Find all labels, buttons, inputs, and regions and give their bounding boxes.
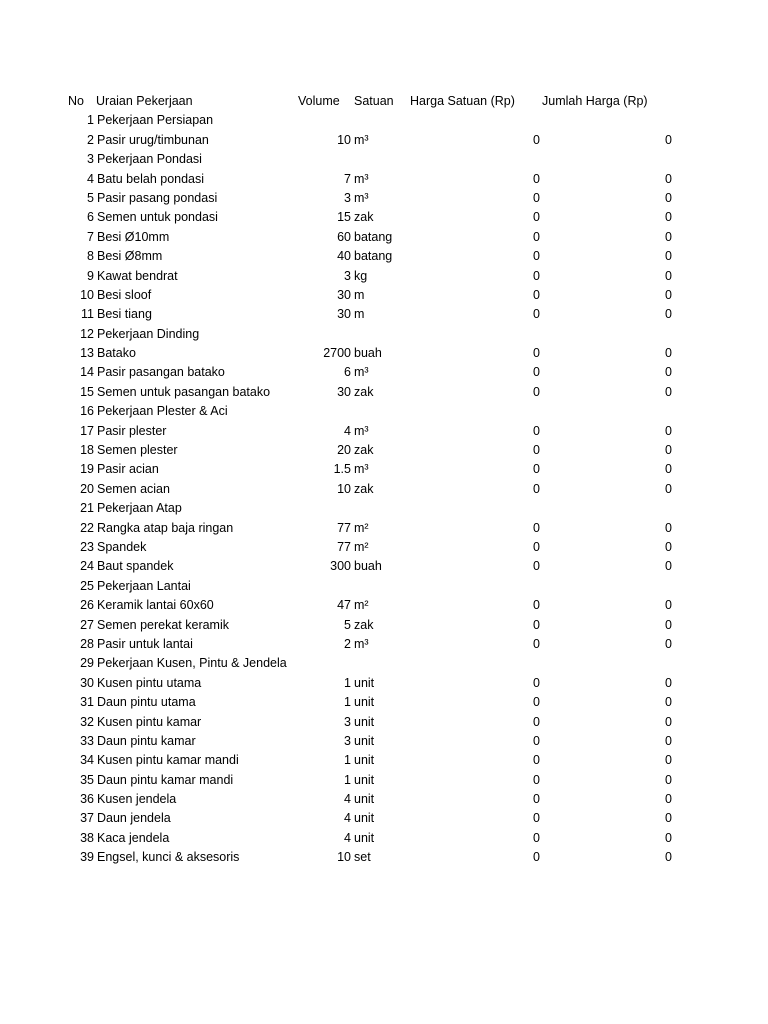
row-number: 32 [80,714,94,729]
row-satuan: m [354,307,365,322]
row-harga-satuan: 0 [533,268,540,283]
table-row [0,111,768,130]
table-row [0,499,768,518]
row-number: 29 [80,656,94,671]
header-jumlah-harga: Jumlah Harga (Rp) [542,94,648,108]
row-volume: 77 [337,539,351,554]
row-satuan: m³ [354,365,369,380]
row-satuan: unit [354,695,375,710]
row-uraian: Pekerjaan Dinding [97,326,200,341]
row-volume: 10 [337,481,351,496]
row-number: 8 [87,249,94,264]
table-row [0,480,768,499]
row-harga-satuan: 0 [533,229,540,244]
row-harga-satuan: 0 [533,617,540,632]
table-body [0,111,768,867]
table-row [0,616,768,635]
row-jumlah-harga: 0 [665,229,672,244]
row-number: 16 [80,404,94,419]
row-jumlah-harga: 0 [665,423,672,438]
row-satuan: buah [354,559,382,574]
row-volume: 40 [337,249,351,264]
table-row [0,402,768,421]
row-harga-satuan: 0 [533,850,540,865]
table-row [0,305,768,324]
row-jumlah-harga: 0 [665,636,672,651]
table-row [0,208,768,227]
row-satuan: unit [354,830,375,845]
header-volume: Volume [298,94,340,108]
row-satuan: unit [354,792,375,807]
row-uraian: Pasir urug/timbunan [97,132,209,147]
row-uraian: Batu belah pondasi [97,171,205,186]
row-number: 28 [80,636,94,651]
row-volume: 3 [344,733,351,748]
row-number: 37 [80,811,94,826]
row-uraian: Pekerjaan Kusen, Pintu & Jendela [97,656,287,671]
row-number: 17 [80,423,94,438]
header-satuan: Satuan [354,94,394,108]
table-row [0,131,768,150]
row-number: 35 [80,772,94,787]
row-volume: 30 [337,384,351,399]
table-row [0,829,768,848]
row-satuan: unit [354,675,375,690]
row-satuan: m³ [354,462,369,477]
row-volume: 10 [337,850,351,865]
row-number: 5 [87,190,94,205]
row-volume: 6 [344,365,351,380]
row-volume: 1 [344,772,351,787]
table-row [0,557,768,576]
table-row [0,189,768,208]
row-volume: 47 [337,598,351,613]
row-jumlah-harga: 0 [665,695,672,710]
row-satuan: kg [354,268,368,283]
table-row [0,519,768,538]
row-number: 31 [80,695,94,710]
table-row [0,732,768,751]
row-number: 23 [80,539,94,554]
table-row [0,344,768,363]
row-satuan: m³ [354,423,369,438]
row-satuan: unit [354,733,375,748]
row-number: 22 [80,520,94,535]
row-satuan: m³ [354,132,369,147]
row-uraian: Pasir plester [97,423,167,438]
row-volume: 3 [344,714,351,729]
row-uraian: Kawat bendrat [97,268,178,283]
row-number: 12 [80,326,94,341]
row-number: 20 [80,481,94,496]
row-volume: 5 [344,617,351,632]
row-uraian: Pekerjaan Lantai [97,578,191,593]
row-satuan: zak [354,481,374,496]
row-uraian: Rangka atap baja ringan [97,520,234,535]
row-harga-satuan: 0 [533,520,540,535]
table-row [0,771,768,790]
row-uraian: Daun pintu kamar mandi [97,772,234,787]
table-row [0,247,768,266]
row-volume: 20 [337,443,351,458]
table-row [0,170,768,189]
row-number: 24 [80,559,94,574]
table-row [0,383,768,402]
row-harga-satuan: 0 [533,384,540,399]
row-uraian: Besi Ø8mm [97,249,163,264]
row-satuan: unit [354,714,375,729]
table-row [0,267,768,286]
row-harga-satuan: 0 [533,559,540,574]
row-jumlah-harga: 0 [665,714,672,729]
table-row [0,713,768,732]
row-number: 19 [80,462,94,477]
row-jumlah-harga: 0 [665,850,672,865]
row-number: 4 [87,171,94,186]
row-harga-satuan: 0 [533,190,540,205]
row-uraian: Pasir pasangan batako [97,365,225,380]
row-jumlah-harga: 0 [665,171,672,186]
row-uraian: Kusen jendela [97,792,177,807]
row-uraian: Besi sloof [97,287,152,302]
row-harga-satuan: 0 [533,346,540,361]
row-number: 26 [80,598,94,613]
row-satuan: zak [354,384,374,399]
row-volume: 10 [337,132,351,147]
row-satuan: m³ [354,190,369,205]
row-volume: 60 [337,229,351,244]
rab-sheet [0,92,768,868]
row-number: 11 [81,307,94,322]
row-harga-satuan: 0 [533,772,540,787]
row-harga-satuan: 0 [533,249,540,264]
row-number: 3 [87,152,94,167]
row-uraian: Semen untuk pondasi [97,210,218,225]
row-volume: 1 [344,695,351,710]
row-uraian: Daun pintu utama [97,695,196,710]
row-number: 9 [87,268,94,283]
row-uraian: Daun jendela [97,811,171,826]
row-jumlah-harga: 0 [665,559,672,574]
row-number: 30 [80,675,94,690]
row-satuan: unit [354,772,375,787]
row-jumlah-harga: 0 [665,520,672,535]
row-uraian: Besi tiang [97,307,152,322]
row-jumlah-harga: 0 [665,268,672,283]
row-volume: 30 [337,307,351,322]
row-harga-satuan: 0 [533,481,540,496]
table-row [0,228,768,247]
table-row [0,848,768,867]
row-jumlah-harga: 0 [665,249,672,264]
row-number: 10 [80,287,94,302]
row-harga-satuan: 0 [533,675,540,690]
table-row [0,674,768,693]
table-row [0,325,768,344]
table-row [0,790,768,809]
row-harga-satuan: 0 [533,365,540,380]
row-satuan: zak [354,617,374,632]
row-jumlah-harga: 0 [665,384,672,399]
row-number: 1 [87,113,94,128]
row-jumlah-harga: 0 [665,481,672,496]
table-row [0,693,768,712]
row-uraian: Pekerjaan Atap [97,501,182,516]
header-harga-satuan: Harga Satuan (Rp) [410,94,515,108]
row-jumlah-harga: 0 [665,190,672,205]
table-row [0,441,768,460]
row-harga-satuan: 0 [533,443,540,458]
row-number: 33 [80,733,94,748]
row-volume: 3 [344,190,351,205]
row-volume: 300 [330,559,351,574]
row-volume: 30 [337,287,351,302]
row-jumlah-harga: 0 [665,539,672,554]
row-jumlah-harga: 0 [665,346,672,361]
header-uraian: Uraian Pekerjaan [96,94,193,108]
row-uraian: Semen acian [97,481,170,496]
table-row [0,654,768,673]
row-uraian: Daun pintu kamar [97,733,196,748]
row-satuan: zak [354,443,374,458]
row-jumlah-harga: 0 [665,811,672,826]
table-row [0,286,768,305]
row-number: 14 [80,365,94,380]
table-row [0,596,768,615]
row-number: 38 [80,830,94,845]
row-number: 2 [87,132,94,147]
row-harga-satuan: 0 [533,598,540,613]
row-harga-satuan: 0 [533,714,540,729]
row-harga-satuan: 0 [533,462,540,477]
row-harga-satuan: 0 [533,733,540,748]
row-jumlah-harga: 0 [665,598,672,613]
row-jumlah-harga: 0 [665,365,672,380]
row-harga-satuan: 0 [533,811,540,826]
row-harga-satuan: 0 [533,287,540,302]
row-number: 25 [80,578,94,593]
table-row [0,422,768,441]
row-number: 7 [87,229,94,244]
row-uraian: Spandek [97,539,147,554]
table-row [0,751,768,770]
row-jumlah-harga: 0 [665,210,672,225]
row-harga-satuan: 0 [533,830,540,845]
row-volume: 3 [344,268,351,283]
row-satuan: m² [354,520,369,535]
row-satuan: buah [354,346,382,361]
row-volume: 4 [344,792,351,807]
row-jumlah-harga: 0 [665,753,672,768]
row-uraian: Semen untuk pasangan batako [97,384,271,399]
row-uraian: Pekerjaan Persiapan [97,113,214,128]
row-volume: 2 [344,636,351,651]
row-harga-satuan: 0 [533,210,540,225]
row-harga-satuan: 0 [533,132,540,147]
row-satuan: m³ [354,636,369,651]
row-volume: 7 [344,171,351,186]
row-number: 18 [80,443,94,458]
row-number: 27 [80,617,94,632]
row-satuan: set [354,850,371,865]
row-volume: 1.5 [333,462,351,477]
row-satuan: m² [354,598,369,613]
row-volume: 4 [344,830,351,845]
row-uraian: Engsel, kunci & aksesoris [97,850,240,865]
row-uraian: Semen perekat keramik [97,617,230,632]
row-satuan: unit [354,811,375,826]
row-satuan: m³ [354,171,369,186]
row-harga-satuan: 0 [533,636,540,651]
row-volume: 1 [344,753,351,768]
row-harga-satuan: 0 [533,307,540,322]
row-jumlah-harga: 0 [665,307,672,322]
row-uraian: Pekerjaan Plester & Aci [97,404,228,419]
row-harga-satuan: 0 [533,539,540,554]
row-jumlah-harga: 0 [665,443,672,458]
row-volume: 2700 [323,346,351,361]
table-row [0,538,768,557]
row-uraian: Kusen pintu kamar mandi [97,753,239,768]
row-uraian: Pasir pasang pondasi [97,190,218,205]
row-uraian: Keramik lantai 60x60 [97,598,214,613]
row-jumlah-harga: 0 [665,675,672,690]
row-uraian: Pasir untuk lantai [97,636,193,651]
table-row [0,577,768,596]
row-harga-satuan: 0 [533,753,540,768]
table-row [0,460,768,479]
table-row [0,150,768,169]
row-uraian: Kusen pintu kamar [97,714,202,729]
row-satuan: m² [354,539,369,554]
row-jumlah-harga: 0 [665,462,672,477]
row-harga-satuan: 0 [533,792,540,807]
row-uraian: Pekerjaan Pondasi [97,152,202,167]
table-row [0,635,768,654]
row-jumlah-harga: 0 [665,617,672,632]
header-row [0,92,768,111]
row-number: 6 [87,210,94,225]
row-volume: 15 [337,210,351,225]
row-volume: 1 [344,675,351,690]
row-satuan: m [354,287,365,302]
row-jumlah-harga: 0 [665,733,672,748]
row-number: 15 [80,384,94,399]
row-satuan: unit [354,753,375,768]
row-uraian: Besi Ø10mm [97,229,170,244]
row-harga-satuan: 0 [533,171,540,186]
row-harga-satuan: 0 [533,423,540,438]
row-volume: 4 [344,811,351,826]
row-jumlah-harga: 0 [665,132,672,147]
row-number: 36 [80,792,94,807]
row-uraian: Semen plester [97,443,178,458]
row-volume: 77 [337,520,351,535]
table-row [0,363,768,382]
row-satuan: batang [354,229,393,244]
header-no: No [68,94,84,108]
row-satuan: zak [354,210,374,225]
row-number: 34 [80,753,94,768]
row-uraian: Batako [97,346,136,361]
table-row [0,809,768,828]
row-jumlah-harga: 0 [665,792,672,807]
row-number: 13 [80,346,94,361]
row-jumlah-harga: 0 [665,287,672,302]
row-satuan: batang [354,249,393,264]
row-number: 39 [80,850,94,865]
row-jumlah-harga: 0 [665,772,672,787]
row-uraian: Kusen pintu utama [97,675,202,690]
row-number: 21 [80,501,94,516]
row-volume: 4 [344,423,351,438]
row-uraian: Pasir acian [97,462,159,477]
row-jumlah-harga: 0 [665,830,672,845]
row-uraian: Kaca jendela [97,830,170,845]
row-uraian: Baut spandek [97,559,174,574]
row-harga-satuan: 0 [533,695,540,710]
